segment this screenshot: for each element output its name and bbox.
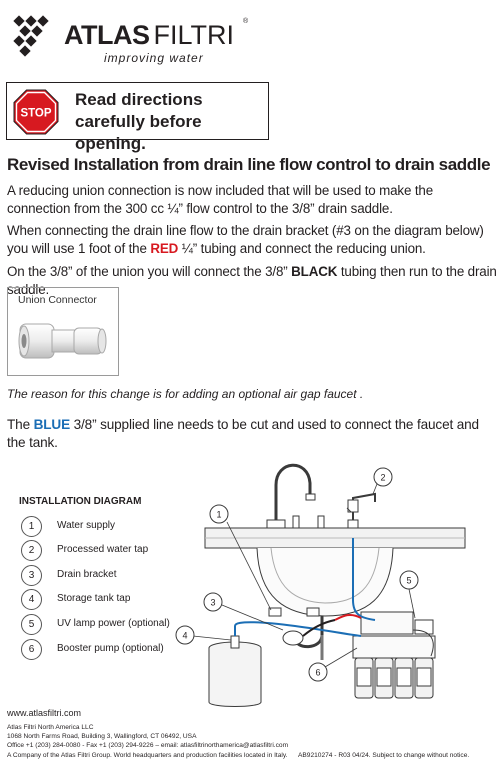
installation-diagram: [175, 450, 495, 710]
callout-4: [176, 626, 231, 644]
paragraph-union-intro: A reducing union connection is now included that will be used to make the connection from the 300 cc ¼” flow control to the 3/8” drain saddle.: [7, 183, 434, 216]
union-connector-box: [7, 287, 119, 376]
ro-unit-icon: [353, 612, 435, 698]
black-tubing-label: BLACK: [291, 264, 338, 279]
callout-6: [309, 648, 357, 681]
legend-number: 3: [21, 565, 42, 586]
legend-number: 4: [21, 589, 42, 610]
p3-text-b: tubing then run to the drain saddle.: [7, 264, 497, 297]
legend-number: 2: [21, 540, 42, 561]
legend-label: Processed water tap: [57, 544, 149, 555]
reason-note: The reason for this change is for adding an optional air gap faucet .: [7, 387, 364, 401]
legend-number: 1: [21, 516, 42, 537]
brand-name-light: FILTRI: [153, 20, 234, 50]
storage-tank-icon: [209, 636, 261, 707]
p3-text-a: On the 3/8” of the union you will connect the 3/8”: [7, 264, 292, 279]
footer-website: www.atlasfiltri.com: [7, 708, 82, 718]
footer-document-code: AB9210274 - R03 04/24. Subject to change without notice.: [298, 752, 470, 759]
brand-logo: [12, 14, 252, 64]
union-connector-fitting-icon: [16, 314, 112, 370]
legend-label: Booster pump (optional): [57, 643, 164, 654]
p2-text-b: ¼” tubing and connect the reducing union.: [178, 241, 426, 256]
callout-6-label: 6: [315, 667, 321, 678]
brand-name-bold: ATLAS: [64, 20, 150, 50]
installation-diagram-title: INSTALLATION DIAGRAM: [19, 496, 142, 507]
red-tubing-label: RED: [150, 241, 179, 256]
p2-text-a: When connecting the drain line flow to the drain bracket (#3 on the diagram below) you will use 1 foot of the: [7, 223, 484, 256]
stop-sign-text: STOP: [20, 107, 52, 120]
legend-label: Storage tank tap: [57, 593, 131, 604]
callout-2: [373, 468, 392, 494]
atlas-diamond-logo-icon: [12, 14, 56, 58]
blue-line-label: BLUE: [33, 417, 71, 432]
registered-mark: ®: [243, 18, 249, 25]
callout-5: [400, 571, 418, 618]
page-title: Revised Installation from drain line flow control to drain saddle: [7, 155, 491, 174]
callout-3-label: 3: [210, 597, 216, 608]
legend-number: 5: [21, 614, 42, 635]
footer-contact: Office +1 (203) 284-0080 - Fax +1 (203) 294-9226 – email: atlasfiltrinorthamerica@atlasfiltri.com: [7, 742, 289, 749]
callout-5-label: 5: [406, 575, 412, 586]
callout-2-label: 2: [380, 472, 386, 483]
main-faucet-icon: [267, 465, 324, 528]
callout-1-label: 1: [216, 509, 222, 520]
stop-warning-box: [6, 82, 269, 153]
legend-number: 6: [21, 639, 42, 660]
brand-name: [64, 20, 234, 51]
callout-4-label: 4: [182, 630, 188, 641]
footer-address: 1068 North Farms Road, Building 3, Wallingford, CT 06492, USA: [7, 733, 197, 740]
warning-message: Read directions carefully before opening.: [75, 90, 203, 153]
legend-label: Water supply: [57, 520, 115, 531]
paragraph-blue-line: [7, 416, 497, 452]
legend-label: Drain bracket: [57, 569, 117, 580]
union-connector-label: Union Connector: [18, 294, 97, 306]
sink-basin: [257, 548, 393, 616]
paragraph-drain-bracket: [7, 222, 497, 258]
brand-tagline: improving water: [104, 51, 204, 65]
drain-trap: [283, 616, 322, 660]
processed-water-tap-icon: [347, 494, 375, 528]
footer-company: Atlas Filtri North America LLC: [7, 724, 94, 731]
p4-text-a: The: [7, 417, 34, 432]
p4-text-b: 3/8” supplied line needs to be cut and used to connect the faucet and the tank.: [7, 417, 479, 450]
footer-group-note: A Company of the Atlas Filtri Group. World headquarters and production facilities located in Italy.: [7, 752, 288, 759]
countertop: [205, 528, 465, 548]
legend-label: UV lamp power (optional): [57, 618, 170, 629]
stop-sign-icon: [13, 89, 59, 135]
